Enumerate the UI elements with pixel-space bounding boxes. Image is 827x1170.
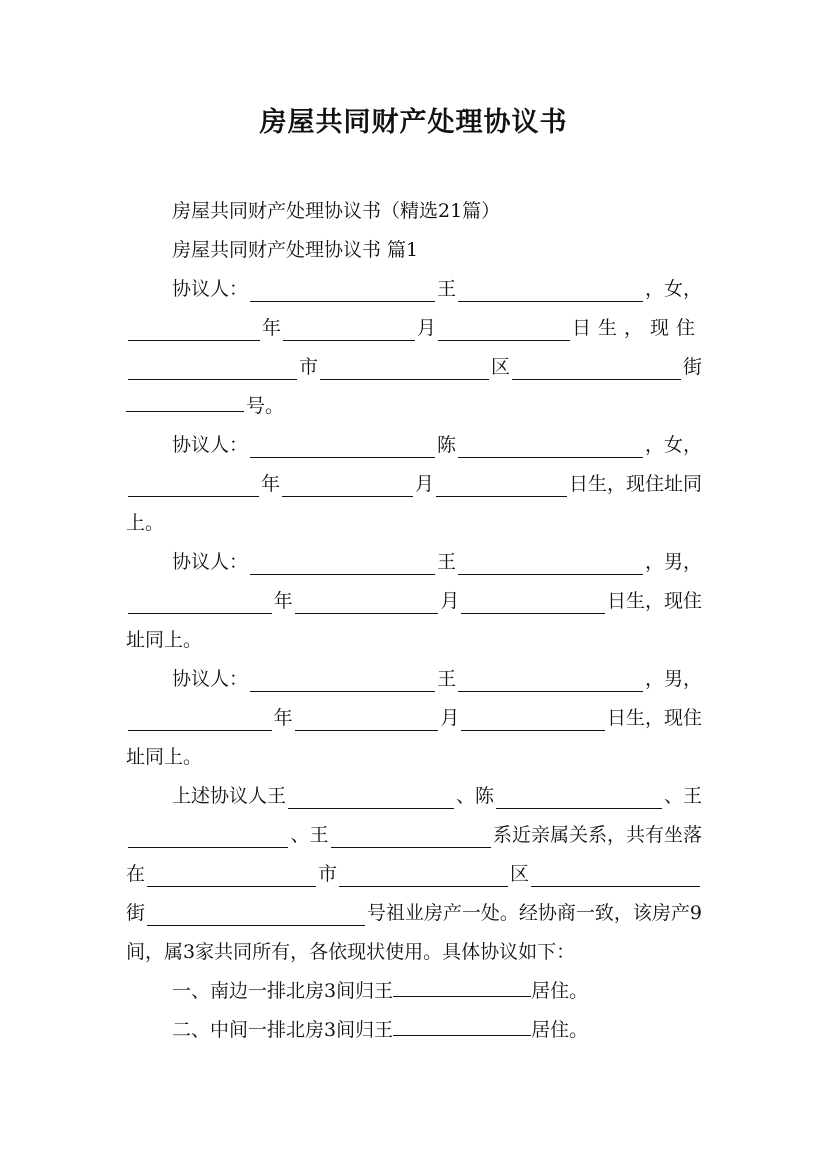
party2-month-blank[interactable] xyxy=(282,473,413,497)
party3-year: 年 xyxy=(273,590,293,612)
party4-month-blank[interactable] xyxy=(295,707,439,731)
body-p1-b: 、陈 xyxy=(456,785,495,807)
body-blank-wang-1[interactable] xyxy=(288,785,454,809)
party2-tail: 上。 xyxy=(126,512,165,534)
item2-text-a: 二、中间一排北房3间归王 xyxy=(172,1019,394,1041)
body-blank-wang-2[interactable] xyxy=(128,824,288,848)
party3-label: 协议人： xyxy=(172,551,249,573)
party1-month: 月 xyxy=(416,317,436,339)
party4-line-1 xyxy=(126,660,702,699)
intro-text-2: 房屋共同财产处理协议书 篇1 xyxy=(172,239,419,261)
party4-name-blank-2[interactable] xyxy=(458,668,643,692)
body-p4-a: 街 xyxy=(126,902,146,924)
party3-name-blank-1[interactable] xyxy=(250,551,435,575)
party1-name-blank-2[interactable] xyxy=(458,278,643,302)
party1-name-blank-1[interactable] xyxy=(250,278,435,302)
party2-line-1 xyxy=(126,426,702,465)
item-2 xyxy=(126,1011,702,1050)
body-blank-street[interactable] xyxy=(531,863,700,887)
party1-label: 协议人： xyxy=(172,278,249,300)
party1-street: 街 xyxy=(682,356,702,378)
party1-line-2 xyxy=(126,309,702,348)
party1-year-blank[interactable] xyxy=(128,317,260,341)
party1-number-blank[interactable] xyxy=(126,388,244,412)
party4-line-3 xyxy=(126,738,702,777)
body-blank-chen[interactable] xyxy=(496,785,662,809)
item1-text-b: 居住。 xyxy=(531,980,589,1002)
body-p5: 间，属3家共同所有，各依现状使用。具体协议如下： xyxy=(126,941,576,963)
party4-line-2 xyxy=(126,699,702,738)
body-line-4 xyxy=(126,894,702,933)
body-line-1 xyxy=(126,777,702,816)
party3-day-blank[interactable] xyxy=(461,590,605,614)
item1-blank[interactable] xyxy=(393,973,531,997)
party4-name-blank-1[interactable] xyxy=(250,668,435,692)
party1-district: 区 xyxy=(490,356,510,378)
party2-surname: 陈 xyxy=(437,434,457,456)
party2-day-blank[interactable] xyxy=(436,473,567,497)
party1-line-3 xyxy=(126,348,702,387)
body-p3-c: 区 xyxy=(510,863,530,885)
party3-birth-live: 日生，现住 xyxy=(607,590,702,612)
party4-birth-live: 日生，现住 xyxy=(607,707,702,729)
body-blank-wang-3[interactable] xyxy=(331,824,491,848)
intro-text-1: 房屋共同财产处理协议书（精选21篇） xyxy=(172,200,501,222)
party1-gender: ，女， xyxy=(645,278,702,300)
party3-gender: ，男， xyxy=(645,551,702,573)
party4-label: 协议人： xyxy=(172,668,249,690)
party3-line-2 xyxy=(126,582,702,621)
party3-tail: 址同上。 xyxy=(126,629,203,651)
party2-line-3 xyxy=(126,504,702,543)
party2-year: 年 xyxy=(260,473,280,495)
body-blank-district[interactable] xyxy=(339,863,508,887)
item2-text-b: 居住。 xyxy=(531,1019,589,1041)
intro-line-2 xyxy=(126,231,702,270)
party4-tail: 址同上。 xyxy=(126,746,203,768)
party1-city: 市 xyxy=(298,356,318,378)
body-p2-a: 、王 xyxy=(290,824,329,846)
party2-name-blank-1[interactable] xyxy=(250,434,435,458)
party2-name-blank-2[interactable] xyxy=(458,434,643,458)
party2-birth-addr: 日生，现住址同 xyxy=(568,473,702,495)
party3-month-blank[interactable] xyxy=(295,590,439,614)
item-1 xyxy=(126,972,702,1011)
party1-birth-live: 日生，现住 xyxy=(571,317,702,339)
item1-text-a: 一、南边一排北房3间归王 xyxy=(172,980,394,1002)
party1-line-4 xyxy=(126,387,702,426)
body-blank-number[interactable] xyxy=(147,902,365,926)
party4-year: 年 xyxy=(273,707,293,729)
body-p3-a: 在 xyxy=(126,863,146,885)
party3-name-blank-2[interactable] xyxy=(458,551,643,575)
body-line-3 xyxy=(126,855,702,894)
party2-gender: ，女， xyxy=(645,434,702,456)
party1-surname: 王 xyxy=(437,278,457,300)
document-title: 房屋共同财产处理协议书 xyxy=(259,107,568,138)
party2-line-2 xyxy=(126,465,702,504)
party1-district-blank[interactable] xyxy=(320,356,489,380)
party2-label: 协议人： xyxy=(172,434,249,456)
party3-surname: 王 xyxy=(437,551,457,573)
party3-line-3 xyxy=(126,621,702,660)
body-p4-b: 号祖业房产一处。经协商一致，该房产9 xyxy=(366,902,702,924)
party3-line-1 xyxy=(126,543,702,582)
party1-month-blank[interactable] xyxy=(283,317,415,341)
party2-month: 月 xyxy=(414,473,434,495)
body-blank-city[interactable] xyxy=(147,863,316,887)
party1-street-blank[interactable] xyxy=(512,356,681,380)
party4-gender: ，男， xyxy=(645,668,702,690)
party1-number: 号。 xyxy=(246,395,285,417)
party3-month: 月 xyxy=(440,590,460,612)
party1-city-blank[interactable] xyxy=(128,356,297,380)
body-p1-c: 、王 xyxy=(664,785,702,807)
body-line-2 xyxy=(126,816,702,855)
body-line-5 xyxy=(126,933,702,972)
intro-line-1 xyxy=(126,192,702,231)
party1-day-blank[interactable] xyxy=(438,317,570,341)
item2-blank[interactable] xyxy=(393,1012,531,1036)
party2-year-blank[interactable] xyxy=(128,473,259,497)
body-p3-b: 市 xyxy=(318,863,338,885)
party1-year: 年 xyxy=(261,317,281,339)
party4-year-blank[interactable] xyxy=(128,707,272,731)
body-p2-b: 系近亲属关系，共有坐落 xyxy=(492,824,702,846)
party4-surname: 王 xyxy=(437,668,457,690)
body-p1-a: 上述协议人王 xyxy=(172,785,287,807)
party3-year-blank[interactable] xyxy=(128,590,272,614)
party4-day-blank[interactable] xyxy=(461,707,605,731)
party1-line-1 xyxy=(126,270,702,309)
party4-month: 月 xyxy=(440,707,460,729)
